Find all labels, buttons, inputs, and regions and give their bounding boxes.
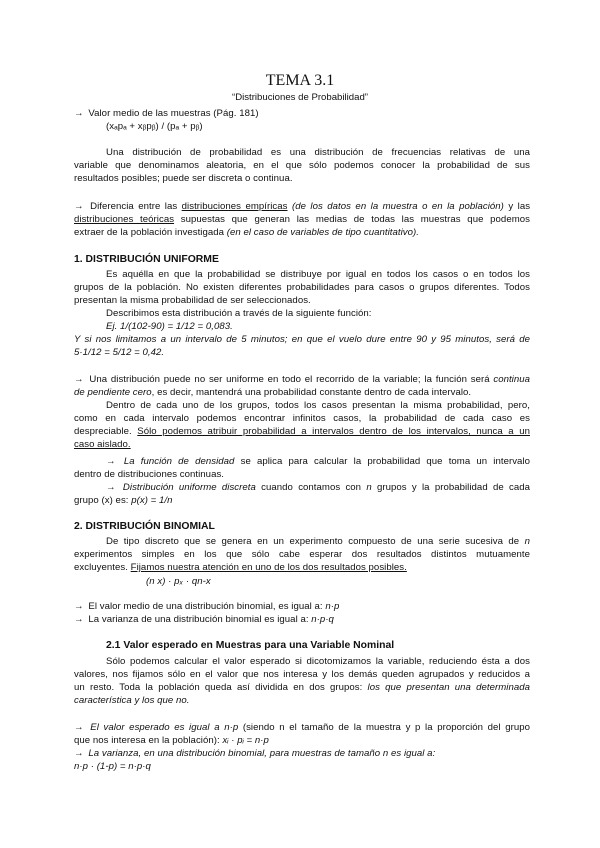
valor-medio-formula: (xₐpₐ + xᵦpᵦ) / (pₐ + pᵦ): [106, 121, 203, 132]
distribuciones-empiricas-term: distribuciones empíricas: [181, 201, 288, 212]
no-uniforme-line-1: [74, 374, 530, 386]
uniforme-discreta-term: Distribución uniforme discreta: [122, 482, 256, 493]
intro-line-3: resultados posibles; puede ser discreta o continua.: [74, 173, 293, 184]
binomial-varianza-formula: n·p·q: [311, 614, 334, 625]
arrow-icon: →: [74, 201, 84, 212]
discreta-line-2: [74, 495, 530, 507]
densidad-text: se aplica para calcular la probabilidad que toma un intervalo: [240, 456, 530, 467]
diferencia-text: extraer de la población investigada: [74, 227, 225, 238]
intro-line-1: Una distribución de probabilidad es una distribución de frecuencias relativas de una: [106, 147, 530, 158]
uniforme-interval-line-1: Y si nos limitamos a un intervalo de 5 minutos; en que el vuelo dure entre 90 y 95 minutos, será de: [74, 334, 530, 345]
binomial-media-text: El valor medio de una distribución binomial, es igual a:: [88, 601, 323, 612]
grupos-line-4: [74, 439, 530, 451]
diferencia-line-3: [74, 227, 530, 239]
binomial-formula: (n x) · pₓ · qn-x: [146, 576, 211, 587]
arrow-icon: →: [106, 456, 116, 467]
esperado-np-text: que nos interesa en la población):: [74, 735, 220, 746]
discreta-line-1: [106, 482, 530, 494]
grupos-line-2: como en cada intervalo podemos encontrar infinitos casos, la probabilidad de cada caso es: [74, 413, 530, 424]
binomial-underlined-text: Fijamos nuestra atención en uno de los dos resultados posibles.: [130, 562, 407, 573]
valor-esperado-line-2: valores, nos fijamos sólo en el valor que nos interesa y los demás queden agrupados y reducidos a: [74, 669, 530, 680]
binomial-line-3: [74, 562, 530, 574]
discreta-formula: p(x) = 1/n: [131, 495, 173, 506]
valor-medio-line: [74, 108, 530, 120]
section-heading-uniforme: 1. DISTRIBUCIÓN UNIFORME: [74, 254, 219, 265]
n-variable: n: [366, 482, 372, 493]
uniforme-interval-line-2: 5·1/12 = 5/12 = 0,42.: [74, 347, 165, 358]
binomial-media-line: [74, 601, 530, 613]
binomial-line-2: experimentos simples en los que sólo cabe esperar dos resultados distintos mutuamente: [74, 549, 530, 560]
arrow-icon: →: [74, 614, 84, 625]
discreta-text: grupo (x) es:: [74, 495, 129, 506]
varianza-binomial-text: La varianza, en una distribución binomial, para muestras de tamaño n es igual a:: [88, 748, 436, 759]
valor-medio-label: Valor medio de las muestras (Pág. 181): [88, 108, 259, 119]
grupos-line-1: Dentro de cada uno de los grupos, todos los casos presentan la misma probabilidad, pero,: [106, 400, 530, 411]
intro-line-2: variable que denominamos aleatoria, en el que sólo podemos conocer la probabilidad de sus: [74, 160, 530, 171]
binomial-varianza-text: La varianza de una distribución binomial es igual a:: [88, 614, 309, 625]
pendiente-cero-term: de pendiente cero: [74, 387, 152, 398]
binomial-text: excluyentes.: [74, 562, 128, 573]
diferencia-line-1: [74, 201, 530, 213]
diferencia-note: (en el caso de variables de tipo cuantitativo).: [226, 227, 419, 238]
binomial-media-formula: n·p: [325, 601, 340, 612]
n-variable: n: [524, 536, 530, 547]
grupos-underlined-text: Sólo podemos atribuir probabilidad a intervalos dentro de los intervalos, nunca a un: [137, 426, 530, 437]
varianza-binomial-line: [74, 748, 530, 760]
no-uniforme-text: , es decir, mantendrá una probabilidad constante dentro de cada intervalo.: [151, 387, 472, 398]
esperado-np-line-1: [74, 722, 530, 734]
diferencia-text: y las: [508, 201, 531, 212]
varianza-binomial-formula: n·p · (1-p) = n·p·q: [74, 761, 151, 772]
section-heading-binomial: 2. DISTRIBUCIÓN BINOMIAL: [74, 521, 215, 532]
diferencia-note: (de los datos en la muestra o en la población): [291, 201, 504, 212]
valor-esperado-text: un resto. Toda la población queda así dividida en dos grupos:: [74, 682, 363, 693]
densidad-line-1: [106, 456, 530, 468]
diferencia-line-2: [74, 214, 530, 226]
grupos-text: despreciable.: [74, 426, 132, 437]
funcion-densidad-term: La función de densidad: [123, 456, 235, 467]
uniforme-line-3: presentan la misma probabilidad de ser seleccionados.: [74, 295, 311, 306]
diferencia-text: Diferencia entre las: [90, 201, 178, 212]
page-title: TEMA 3.1: [265, 72, 335, 89]
valor-esperado-line-3: [74, 682, 530, 694]
arrow-icon: →: [74, 601, 84, 612]
esperado-np-formula: xᵢ · pᵢ = n·p: [222, 735, 269, 746]
binomial-varianza-line: [74, 614, 530, 626]
valor-esperado-line-4: característica y los que no.: [74, 695, 190, 706]
valor-esperado-line-1: Sólo podemos calcular el valor esperado si dicotomizamos la variable, reduciendo ésta a dos: [106, 656, 530, 667]
arrow-icon: →: [74, 748, 84, 759]
distribuciones-teoricas-term: distribuciones teóricas: [74, 214, 175, 225]
arrow-icon: →: [106, 482, 116, 493]
uniforme-line-4: Describimos esta distribución a través de la siguiente función:: [106, 308, 372, 319]
densidad-line-2: dentro de distribuciones continuas.: [74, 469, 225, 480]
no-uniforme-line-2: [74, 387, 530, 399]
caso-aislado-text: caso aislado.: [74, 439, 131, 450]
esperado-np-line-2: [74, 735, 530, 747]
uniforme-line-2: grupos de la población. No existen diferentes probabilidades para casos o grupos diferentes. Todos: [74, 282, 530, 293]
uniforme-example: Ej. 1/(102-90) = 1/12 = 0,083.: [106, 321, 233, 332]
binomial-text: De tipo discreto que se genera en un experimento compuesto de una serie sucesiva de: [106, 536, 520, 547]
no-uniforme-text: Una distribución puede no ser uniforme en todo el recorrido de la variable; la función será: [89, 374, 490, 385]
discreta-text: grupos y la probabilidad de cada: [377, 482, 531, 493]
arrow-icon: →: [74, 722, 84, 733]
esperado-np-term: El valor esperado es igual a n·p: [90, 722, 239, 733]
binomial-line-1: [106, 536, 530, 548]
page-subtitle: “Distribuciones de Probabilidad”: [232, 92, 368, 103]
valor-esperado-italic: los que presentan una determinada: [367, 682, 531, 693]
esperado-np-text: (siendo n el tamaño de la muestra y p la proporción del grupo: [242, 722, 531, 733]
arrow-icon: →: [74, 374, 84, 385]
continua-term: continua: [493, 374, 531, 385]
grupos-line-3: [74, 426, 530, 438]
discreta-text: cuando contamos con: [261, 482, 362, 493]
diferencia-text: supuestas que generan las medias de todas las muestras que podemos: [180, 214, 530, 225]
uniforme-line-1: Es aquélla en que la probabilidad se distribuye por igual en todos los casos o en todos los: [106, 269, 530, 280]
subsection-heading-valor-esperado: 2.1 Valor esperado en Muestras para una Variable Nominal: [106, 640, 395, 651]
arrow-icon: →: [74, 108, 84, 119]
